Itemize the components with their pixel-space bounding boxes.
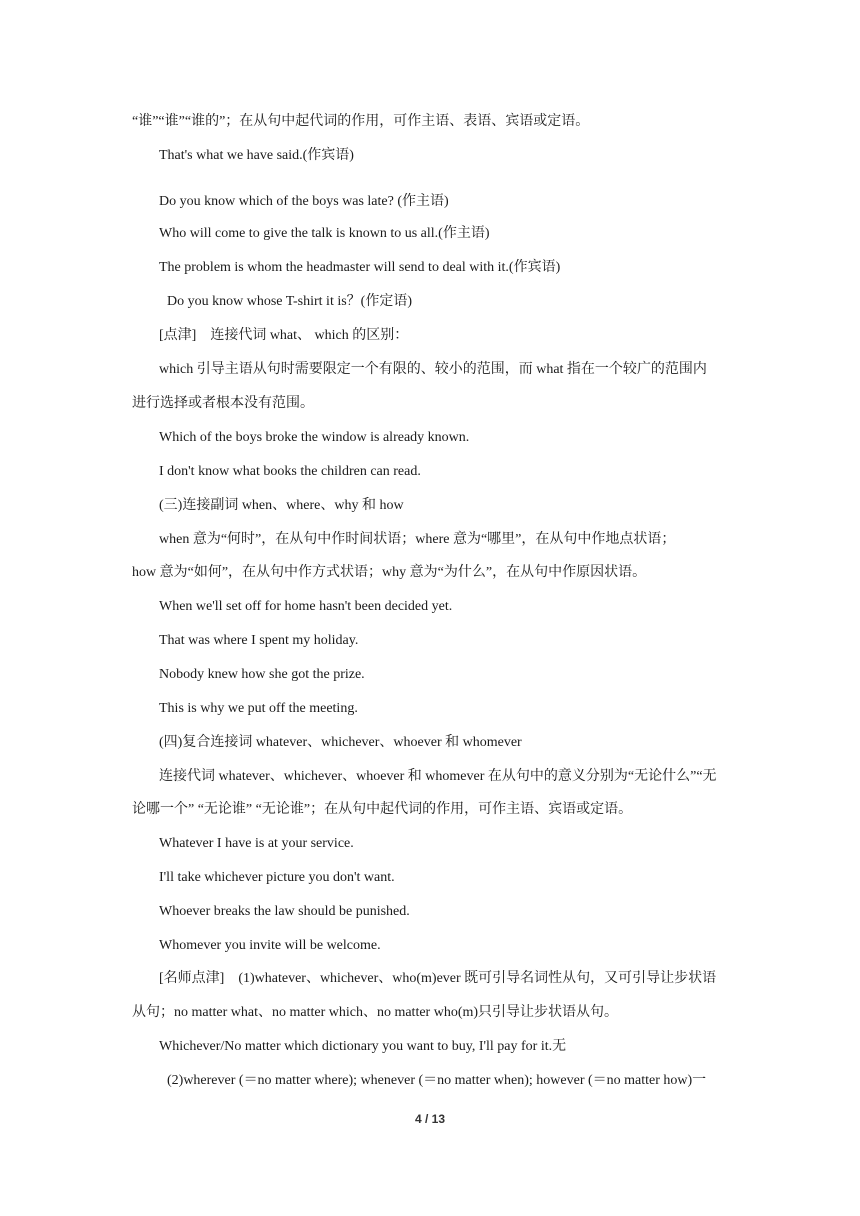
text-line: how 意为“如何”，在从句中作方式状语；why 意为“为什么”，在从句中作原因状语。 xyxy=(132,565,647,580)
example-sentence: This is why we put off the meeting. xyxy=(159,701,358,716)
example-sentence: When we'll set off for home hasn't been decided yet. xyxy=(159,599,453,614)
section-heading: (四)复合连接词 whatever、whichever、whoever 和 whomever xyxy=(159,735,522,750)
example-sentence: Whomever you invite will be welcome. xyxy=(159,938,381,953)
example-sentence: Whatever I have is at your service. xyxy=(159,836,354,851)
example-sentence: Whoever breaks the law should be punished. xyxy=(159,904,410,919)
text-line: 论哪一个” “无论谁” “无论谁”；在从句中起代词的作用，可作主语、宾语或定语。 xyxy=(132,802,633,817)
text-line: 连接代词 whatever、whichever、whoever 和 whomever 在从句中的意义分别为“无论什么”“无 xyxy=(159,769,717,784)
text-line: (2)wherever (＝no matter where); whenever (＝no matter when); however (＝no matter how)一 xyxy=(167,1073,707,1088)
example-sentence: I'll take whichever picture you don't want. xyxy=(159,870,395,885)
note-heading: [名师点津] (1)whatever、whichever、who(m)ever 既可引导名词性从句，又可引导让步状语 xyxy=(159,971,717,986)
example-sentence: Do you know which of the boys was late? (作主语) xyxy=(159,194,449,209)
example-sentence: I don't know what books the children can read. xyxy=(159,464,421,479)
text-line: 从句；no matter what、no matter which、no matter who(m)只引导让步状语从句。 xyxy=(132,1005,619,1020)
section-heading: (三)连接副词 when、where、why 和 how xyxy=(159,498,404,513)
example-sentence: Who will come to give the talk is known to us all.(作主语) xyxy=(159,226,490,241)
example-sentence: That was where I spent my holiday. xyxy=(159,633,359,648)
example-sentence: The problem is whom the headmaster will send to deal with it.(作宾语) xyxy=(159,260,561,275)
example-sentence: Nobody knew how she got the prize. xyxy=(159,667,365,682)
text-line: 进行选择或者根本没有范围。 xyxy=(132,396,314,411)
text-line: when 意为“何时”，在从句中作时间状语；where 意为“哪里”，在从句中作地点状语； xyxy=(159,532,676,547)
example-sentence: That's what we have said.(作宾语) xyxy=(159,148,354,163)
page-number: 4 / 13 xyxy=(414,1112,446,1126)
note-heading: [点津] 连接代词 what、 which 的区别： xyxy=(159,328,409,343)
example-sentence: Do you know whose T-shirt it is？(作定语) xyxy=(167,294,412,309)
text-line: which 引导主语从句时需要限定一个有限的、较小的范围，而 what 指在一个较广的范围内 xyxy=(159,362,707,377)
example-sentence: Which of the boys broke the window is already known. xyxy=(159,430,470,445)
text-line: “谁”“谁”“谁的”；在从句中起代词的作用，可作主语、表语、宾语或定语。 xyxy=(132,114,590,129)
example-sentence: Whichever/No matter which dictionary you want to buy, I'll pay for it.无 xyxy=(159,1039,567,1054)
